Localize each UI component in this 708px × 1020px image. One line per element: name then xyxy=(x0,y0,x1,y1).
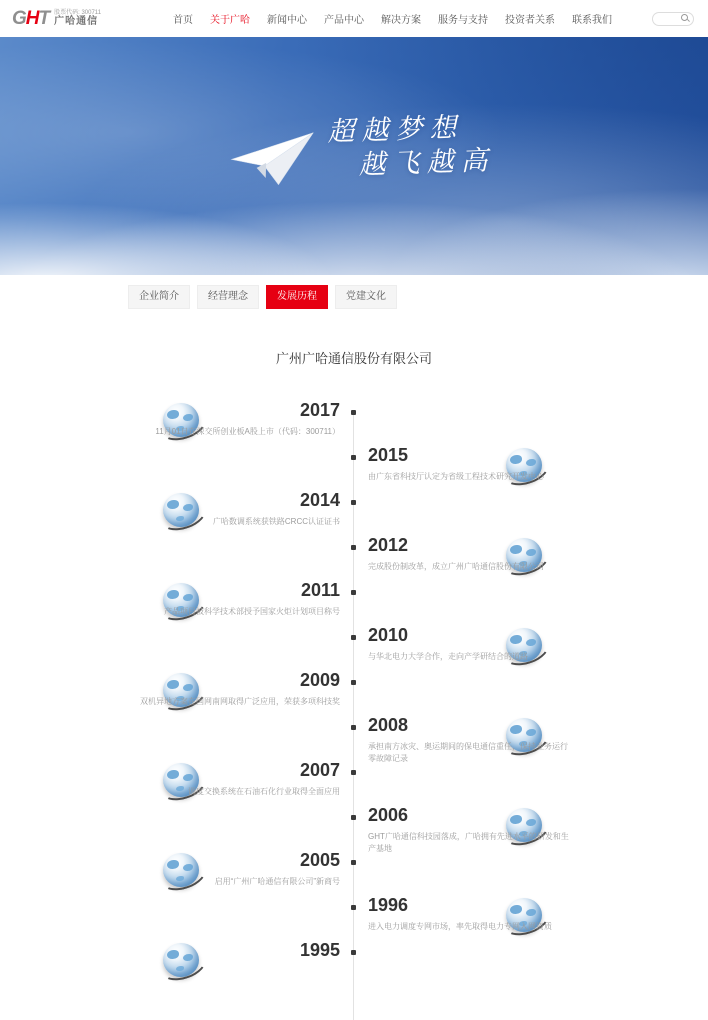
timeline-year: 2007 xyxy=(299,760,340,780)
timeline-item xyxy=(0,625,708,670)
main-nav xyxy=(173,11,612,26)
company-logo[interactable] xyxy=(12,8,101,30)
logo-text xyxy=(54,10,101,28)
nav-item-2[interactable]: 新闻中心 xyxy=(267,15,308,26)
timeline-item xyxy=(0,535,708,580)
timeline-desc: 双机异地方案在国网南网取得广泛应用，荣获多项科技奖 xyxy=(140,696,340,706)
tab-1[interactable]: 经营理念 xyxy=(197,285,259,309)
timeline-year: 2005 xyxy=(299,850,340,870)
timeline-item xyxy=(0,760,708,805)
timeline-item xyxy=(0,940,708,985)
timeline-desc: 与华北电力大学合作，走向产学研结合的道路 xyxy=(368,651,528,661)
nav-item-4[interactable]: 解决方案 xyxy=(381,15,422,26)
search-icon[interactable] xyxy=(681,14,690,23)
hero-banner xyxy=(0,37,708,275)
timeline-desc: 11月01日在深交所创业板A股上市（代码：300711） xyxy=(155,426,340,436)
about-tabs xyxy=(128,275,580,309)
timeline-item xyxy=(0,715,708,763)
timeline-dot xyxy=(351,770,356,775)
timeline-year: 1996 xyxy=(368,895,409,915)
logo-company-name: 广哈通信 xyxy=(54,16,99,28)
top-header xyxy=(0,0,708,37)
timeline-desc: GHT广哈通信科技园落成，广哈拥有先进水平的研发和生产基地 xyxy=(368,831,569,853)
timeline-desc: 完成股份制改革，成立广州广哈通信股份有限公司 xyxy=(368,561,544,571)
timeline-dot xyxy=(351,500,356,505)
timeline-desc: 调度交换系统在石油石化行业取得全面应用 xyxy=(188,786,340,796)
paper-plane-icon xyxy=(228,131,321,192)
timeline-desc: 由广东省科技厅认定为省级工程技术研究开发中心 xyxy=(368,471,544,481)
timeline-item xyxy=(0,850,708,895)
timeline-dot xyxy=(351,950,356,955)
timeline-dot xyxy=(351,860,356,865)
timeline-dot xyxy=(351,725,356,730)
nav-item-6[interactable]: 投资者关系 xyxy=(505,15,556,26)
logo-mark: GHT xyxy=(12,7,50,29)
timeline-desc: 进入电力调度专网市场，率先取得电力专网入网资质 xyxy=(368,921,552,931)
nav-item-1[interactable]: 关于广哈 xyxy=(210,15,251,26)
search-box[interactable] xyxy=(652,12,694,26)
timeline-dot xyxy=(351,410,356,415)
timeline-dot xyxy=(351,590,356,595)
stock-code-label: 股票代码: 300711 xyxy=(54,9,102,16)
page-title: 广州广哈通信股份有限公司 xyxy=(275,351,432,366)
timeline-year: 2009 xyxy=(299,670,340,690)
hero-slogan-line2: 越飞越高 xyxy=(358,144,496,180)
timeline-desc: 启用“广州广哈通信有限公司”新商号 xyxy=(214,876,340,886)
timeline-dot xyxy=(351,680,356,685)
timeline xyxy=(0,400,708,1000)
timeline-year: 2015 xyxy=(368,445,409,465)
nav-item-0[interactable]: 首页 xyxy=(173,15,194,26)
tab-2[interactable]: 发展历程 xyxy=(266,285,328,309)
hero-slogan xyxy=(327,110,495,183)
hero-slogan-line1: 超越梦想 xyxy=(326,112,464,147)
timeline-year: 2014 xyxy=(299,490,340,510)
timeline-desc: 产品项目被科学技术部授予国家火炬计划项目称号 xyxy=(164,606,340,616)
timeline-year: 2006 xyxy=(368,805,409,825)
timeline-year: 2011 xyxy=(300,580,340,600)
timeline-year: 2008 xyxy=(368,715,409,735)
timeline-item xyxy=(0,580,708,625)
timeline-desc: 承担南方冰灾、奥运期间的保电通信重任，保持业务运行零故障记录 xyxy=(368,741,568,763)
nav-item-7[interactable]: 联系我们 xyxy=(572,15,613,26)
nav-item-5[interactable]: 服务与支持 xyxy=(438,15,489,26)
timeline-item xyxy=(0,895,708,940)
timeline-dot xyxy=(351,905,356,910)
tab-3[interactable]: 党建文化 xyxy=(335,285,397,309)
timeline-item xyxy=(0,490,708,535)
timeline-item xyxy=(0,445,708,490)
search-input[interactable] xyxy=(653,14,681,24)
timeline-year: 2017 xyxy=(299,400,340,420)
timeline-dot xyxy=(351,635,356,640)
timeline-year: 1995 xyxy=(299,940,340,960)
timeline-year: 2012 xyxy=(368,535,409,555)
timeline-dot xyxy=(351,545,356,550)
nav-item-3[interactable]: 产品中心 xyxy=(324,15,365,26)
timeline-item xyxy=(0,400,708,445)
timeline-dot xyxy=(351,455,356,460)
tab-0[interactable]: 企业简介 xyxy=(128,285,190,309)
timeline-item xyxy=(0,670,708,715)
timeline-desc: 广哈数调系统获铁路CRCC认证证书 xyxy=(212,516,340,526)
timeline-dot xyxy=(351,815,356,820)
timeline-year: 2010 xyxy=(368,625,409,645)
timeline-item xyxy=(0,805,708,853)
